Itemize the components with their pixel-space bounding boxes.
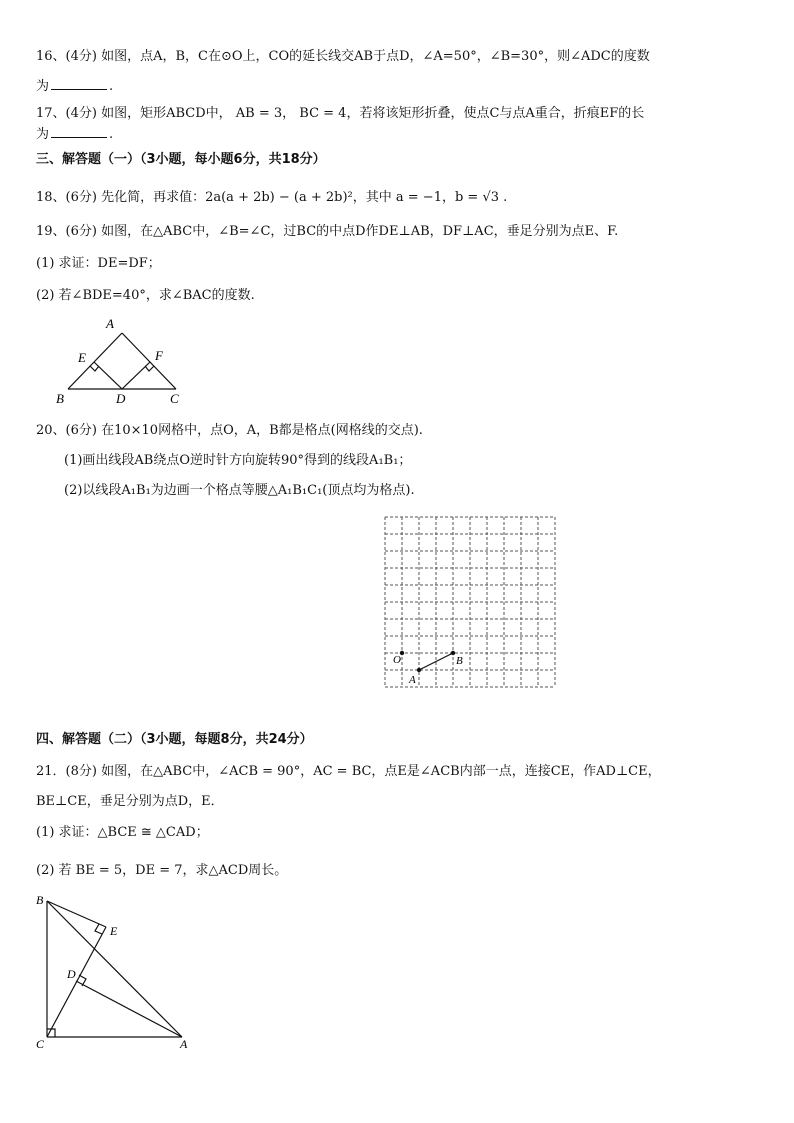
q21-triangle-figure — [30, 890, 205, 1055]
section-3-heading: 三、解答题（一）（3小题，每小题6分，共18分） — [36, 152, 326, 167]
q19-label-b: B — [56, 391, 64, 406]
q16-answer-suffix: . — [109, 79, 114, 94]
q19-label-f: F — [155, 348, 163, 363]
q19-right-angle-f — [145, 366, 154, 371]
q19-label-c: C — [170, 391, 179, 406]
q20-part1: (1)画出线段AB绕点O逆时针方向旋转90°得到的线段A₁B₁； — [64, 453, 412, 468]
q19-label-d: D — [116, 391, 126, 406]
q21-segment-be — [47, 901, 106, 927]
q21-label-d: D — [67, 967, 76, 981]
q18-text: 18、(6分) 先化简，再求值：2a(a + 2b) − (a + 2b)²，其中 a = −1，b = √3 . — [36, 190, 508, 205]
q19-part2: (2) 若∠BDE=40°，求∠BAC的度数. — [36, 288, 255, 303]
point-b — [451, 651, 455, 655]
q21-label-b: B — [36, 893, 44, 907]
q21-text-continued: BE⊥CE，垂足分别为点D，E． — [36, 794, 224, 809]
q21-label-a: A — [180, 1037, 188, 1051]
q21-segment-ad — [76, 981, 182, 1037]
grid-label-o: O — [393, 654, 401, 666]
q20-part2: (2)以线段A₁B₁为边画一个格点等腰△A₁B₁C₁(顶点均为格点). — [64, 483, 415, 498]
q20-text: 20、(6分) 在10×10网格中，点O，A，B都是格点(网格线的交点). — [36, 423, 423, 438]
q19-text: 19、(6分) 如图，在△ABC中，∠B=∠C，过BC的中点D作DE⊥AB，DF⊥AC，垂足分别为点E、F. — [36, 224, 619, 239]
q19-label-e: E — [78, 350, 86, 365]
q16-answer-line — [36, 77, 113, 96]
q20-grid-figure — [380, 512, 562, 694]
q21-label-c: C — [36, 1037, 45, 1051]
grid-label-a: A — [409, 674, 416, 686]
q16-answer-prefix: 为 — [36, 79, 50, 94]
q17-answer-prefix: 为 — [36, 127, 50, 142]
q17-answer-blank — [51, 125, 107, 138]
q19-triangle-figure — [50, 312, 190, 408]
q21-segment-ce — [47, 927, 106, 1037]
section-4-heading: 四、解答题（二）（3小题，每题8分，共24分） — [36, 732, 313, 747]
q17-answer-line — [36, 125, 113, 144]
q21-right-angle-e — [95, 924, 102, 934]
q19-right-angle-e — [90, 366, 99, 371]
q16-answer-blank — [51, 77, 107, 90]
point-a — [417, 668, 421, 672]
q21-part2: (2) 若 BE = 5，DE = 7，求△ACD周长。 — [36, 863, 288, 878]
q16-text: 16、(4分) 如图，点A，B，C在⊙O上，CO的延长线交AB于点D，∠A=50°，∠B=30°，则∠ADC的度数 — [36, 49, 650, 64]
q19-label-a: A — [106, 316, 114, 331]
q21-part1: (1) 求证：△BCE ≅ △CAD； — [36, 825, 209, 840]
q21-label-e: E — [110, 924, 118, 938]
q17-answer-suffix: . — [109, 127, 114, 142]
grid-label-b: B — [456, 655, 463, 667]
q17-text: 17、(4分) 如图，矩形ABCD中， AB = 3， BC = 4，若将该矩形折叠，使点C与点A重合，折痕EF的长 — [36, 106, 645, 121]
q21-text: 21．(8分) 如图，在△ABC中，∠ACB = 90°，AC = BC，点E是∠ACB内部一点，连接CE，作AD⊥CE， — [36, 764, 661, 779]
q19-part1: (1) 求证：DE=DF； — [36, 256, 161, 271]
